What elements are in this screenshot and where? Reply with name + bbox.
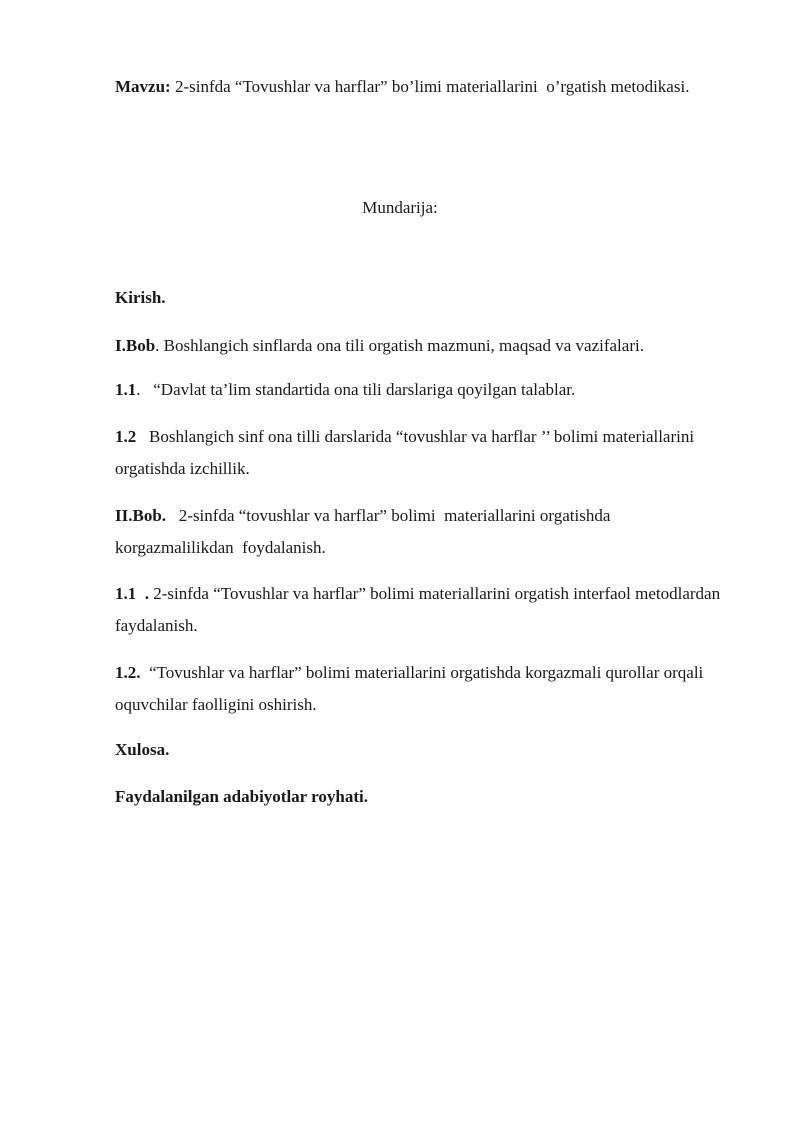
toc-entry-text: 2-sinfda “Tovushlar va harflar” bolimi materiallarini orgatish interfaol metodlardan faydalanish. [115,584,725,635]
toc-entry-text: 2-sinfda “tovushlar va harflar” bolimi materiallarini orgatishda korgazmalilikdan foydalanish. [115,506,615,557]
toc-entry-2-1 [115,578,725,642]
toc-entry-1-1 [115,374,725,406]
toc-entry-chapter-2 [115,500,725,564]
toc-entry-1-2 [115,421,725,485]
toc-entry-bibliography [115,781,725,813]
toc-entry-2-2 [115,657,725,721]
toc-entry-label: 1.1 . [115,584,149,603]
topic-paragraph [115,71,725,103]
toc-entry-label: II.Bob. [115,506,167,525]
toc-title: Mundarija: [362,198,438,217]
toc-entry-label: Kirish. [115,288,166,307]
toc-entry-text: “Tovushlar va harflar” bolimi materiallarini orgatishda korgazmali qurollar orqali oquvchilar faolligini oshirish. [115,663,708,714]
toc-entry-kirish [115,282,725,314]
toc-entry-text: Boshlangich sinf ona tilli darslarida “tovushlar va harflar ’’ bolimi materiallarini orgatishda izchillik. [115,427,699,478]
toc-entry-label: Xulosa. [115,740,170,759]
toc-entry-label: 1.2 [115,427,137,446]
toc-entry-xulosa [115,734,725,766]
toc-entry-label: 1.1 [115,380,137,399]
toc-entry-label: I.Bob [115,336,156,355]
toc-entry-label: Faydalanilgan adabiyotlar royhati. [115,787,368,806]
toc-entry-label: 1.2. [115,663,141,682]
toc-entry-text: . Boshlangich sinflarda ona tili orgatish mazmuni, maqsad va vazifalari. [155,336,644,355]
toc-entry-text: . “Davlat ta’lim standartida ona tili darslariga qoyilgan talablar. [136,380,576,399]
topic-label: Mavzu: [115,77,171,96]
topic-text: 2-sinfda “Tovushlar va harflar” bo’limi materiallarini o’rgatish metodikasi. [170,77,690,96]
toc-entry-chapter-1 [115,330,725,362]
